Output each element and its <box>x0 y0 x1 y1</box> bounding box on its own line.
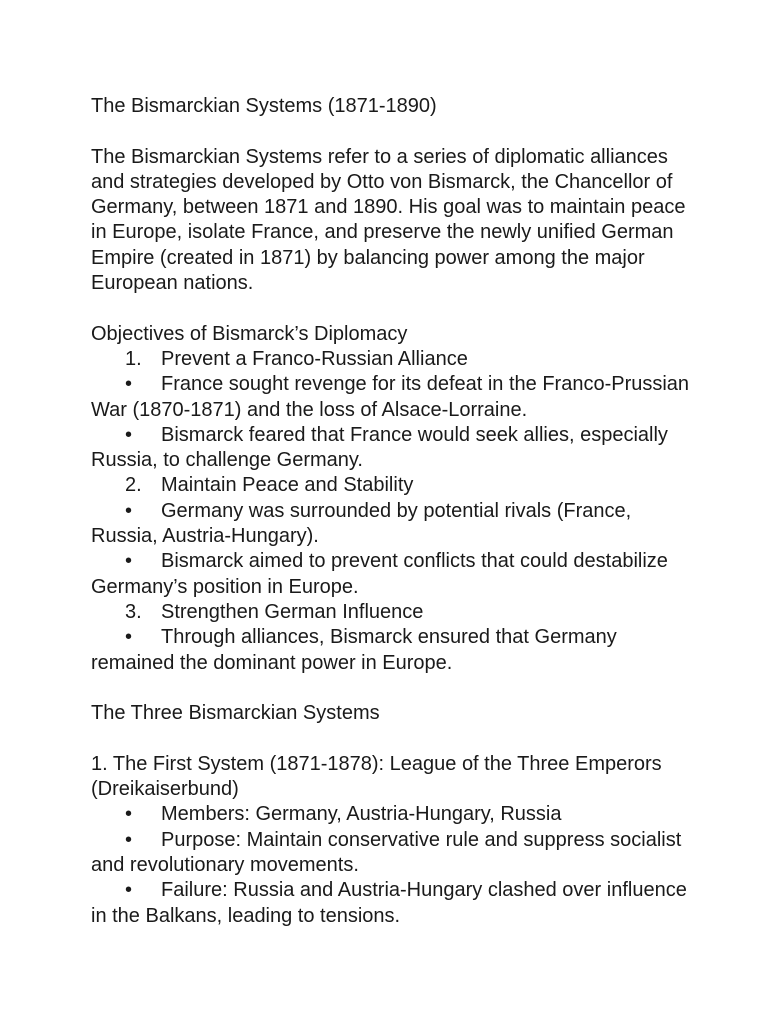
bullet-marker: • <box>125 879 133 902</box>
bullet-marker: • <box>125 828 133 851</box>
bullet-text: France sought revenge for its defeat in the Franco-Prussian War (1870-1871) and the loss of Alsace-Lorraine. <box>91 373 690 421</box>
objective-title: Strengthen German Influence <box>161 600 424 623</box>
bullet-marker: • <box>125 499 133 522</box>
bullet-item <box>91 423 691 474</box>
bullet-text: Failure: Russia and Austria-Hungary clashed over influence in the Balkans, leading to tensions. <box>91 879 687 927</box>
bullet-text: Bismarck aimed to prevent conflicts that could destabilize Germany’s position in Europe. <box>91 550 668 598</box>
bullet-marker: • <box>125 626 133 649</box>
objective-item-1 <box>91 347 691 372</box>
list-number: 1. <box>125 347 142 370</box>
bullet-item <box>91 499 691 550</box>
bullet-text: Members: Germany, Austria-Hungary, Russia <box>161 803 562 826</box>
spacer <box>91 676 691 701</box>
bullet-item <box>91 828 691 879</box>
bullet-text: Through alliances, Bismarck ensured that Germany remained the dominant power in Europe. <box>91 626 617 674</box>
document-title: The Bismarckian Systems (1871-1890) <box>91 95 437 117</box>
document-page <box>91 94 691 929</box>
bullet-item <box>91 802 691 827</box>
systems-heading: The Three Bismarckian Systems <box>91 702 380 725</box>
spacer <box>91 726 691 751</box>
objective-title: Prevent a Franco-Russian Alliance <box>161 347 468 370</box>
objective-item-3 <box>91 600 691 625</box>
bullet-item <box>91 878 691 929</box>
spacer <box>91 119 691 144</box>
intro-paragraph: The Bismarckian Systems refer to a series of diplomatic alliances and strategies developed by Otto von Bismarck, the Chancellor of Germany, between 1871 and 1890. His goal was to maintain peace in Europe, isolate France, and preserve the newly unified German Empire (created in 1871) by balancing power among the major European nations. <box>91 145 686 295</box>
bullet-text: Purpose: Maintain conservative rule and suppress socialist and revolutionary movements. <box>91 828 682 876</box>
list-number: 3. <box>125 600 142 623</box>
first-system-title: 1. The First System (1871-1878): League of the Three Emperors (Dreikaiserbund) <box>91 752 662 801</box>
bullet-marker: • <box>125 373 133 396</box>
bullet-item <box>91 549 691 600</box>
bullet-marker: • <box>125 803 133 826</box>
spacer <box>91 296 691 321</box>
bullet-item <box>91 625 691 676</box>
objective-title: Maintain Peace and Stability <box>161 474 414 497</box>
list-number: 2. <box>125 474 142 497</box>
bullet-marker: • <box>125 550 133 573</box>
bullet-item <box>91 372 691 423</box>
bullet-text: Germany was surrounded by potential rivals (France, Russia, Austria-Hungary). <box>91 499 632 548</box>
objectives-heading: Objectives of Bismarck’s Diplomacy <box>91 322 408 345</box>
bullet-marker: • <box>125 423 133 446</box>
bullet-text: Bismarck feared that France would seek allies, especially Russia, to challenge Germany. <box>91 423 668 472</box>
objective-item-2 <box>91 473 691 498</box>
